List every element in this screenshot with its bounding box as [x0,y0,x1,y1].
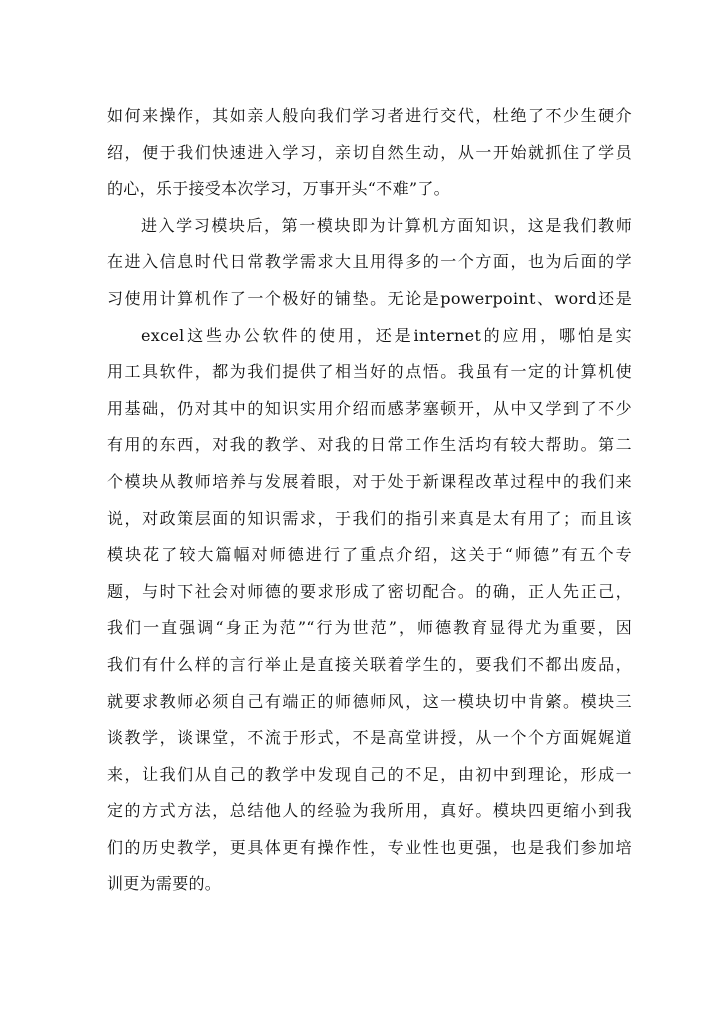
text-line: 来，让我们从自己的教学中发现自己的不足，由初中到理论，形成一 [107,764,632,784]
text-line: 定的方式方法，总结他人的经验为我所用，真好。模块四更缩小到我 [107,801,632,821]
text-line: 个模块从教师培养与发展着眼，对于处于新课程改革过程中的我们来 [107,471,632,491]
text-line: excel这些办公软件的使用，还是internet的应用，哪怕是实 [141,325,632,345]
text-line: 们的历史教学，更具体更有操作性，专业性也更强，也是我们参加培 [107,837,632,857]
text-line: 在进入信息时代日常教学需求大且用得多的一个方面，也为后面的学 [107,252,632,272]
text-line: 训更为需要的。 [107,874,222,894]
text-line: 就要求教师必须自己有端正的师德师风，这一模块切中肯綮。模块三 [107,691,632,711]
text-line: 用工具软件，都为我们提供了相当好的点悟。我虽有一定的计算机使 [107,362,632,382]
text-line: 习使用计算机作了一个极好的铺垫。无论是powerpoint、word还是 [107,288,632,308]
text-line: 我们一直强调“身正为范”“行为世范”，师德教育显得尤为重要，因 [107,618,632,638]
text-line: 有用的东西，对我的教学、对我的日常工作生活均有较大帮助。第二 [107,435,632,455]
text-line: 如何来操作，其如亲人般向我们学习者进行交代，杜绝了不少生硬介 [107,106,632,125]
text-line: 用基础，仍对其中的知识实用介绍而感茅塞顿开，从中又学到了不少 [107,398,632,418]
text-line: 绍，便于我们快速进入学习，亲切自然生动，从一开始就抓住了学员 [107,142,632,162]
text-line: 进入学习模块后，第一模块即为计算机方面知识，这是我们教师 [141,215,632,235]
text-line: 题，与时下社会对师德的要求形成了密切配合。的确，正人先正己， [107,581,632,601]
text-line: 说，对政策层面的知识需求，于我们的指引来真是太有用了；而且该 [107,508,632,528]
body-text [107,98,632,903]
text-line: 的心，乐于接受本次学习，万事开头“不难”了。 [107,179,450,199]
text-line: 谈教学，谈课堂，不流于形式，不是高堂讲授，从一个个方面娓娓道 [107,728,632,748]
text-line: 模块花了较大篇幅对师德进行了重点介绍，这关于“师德”有五个专 [107,545,632,565]
text-line: 我们有什么样的言行举止是直接关联着学生的，要我们不都出废品， [107,654,632,674]
